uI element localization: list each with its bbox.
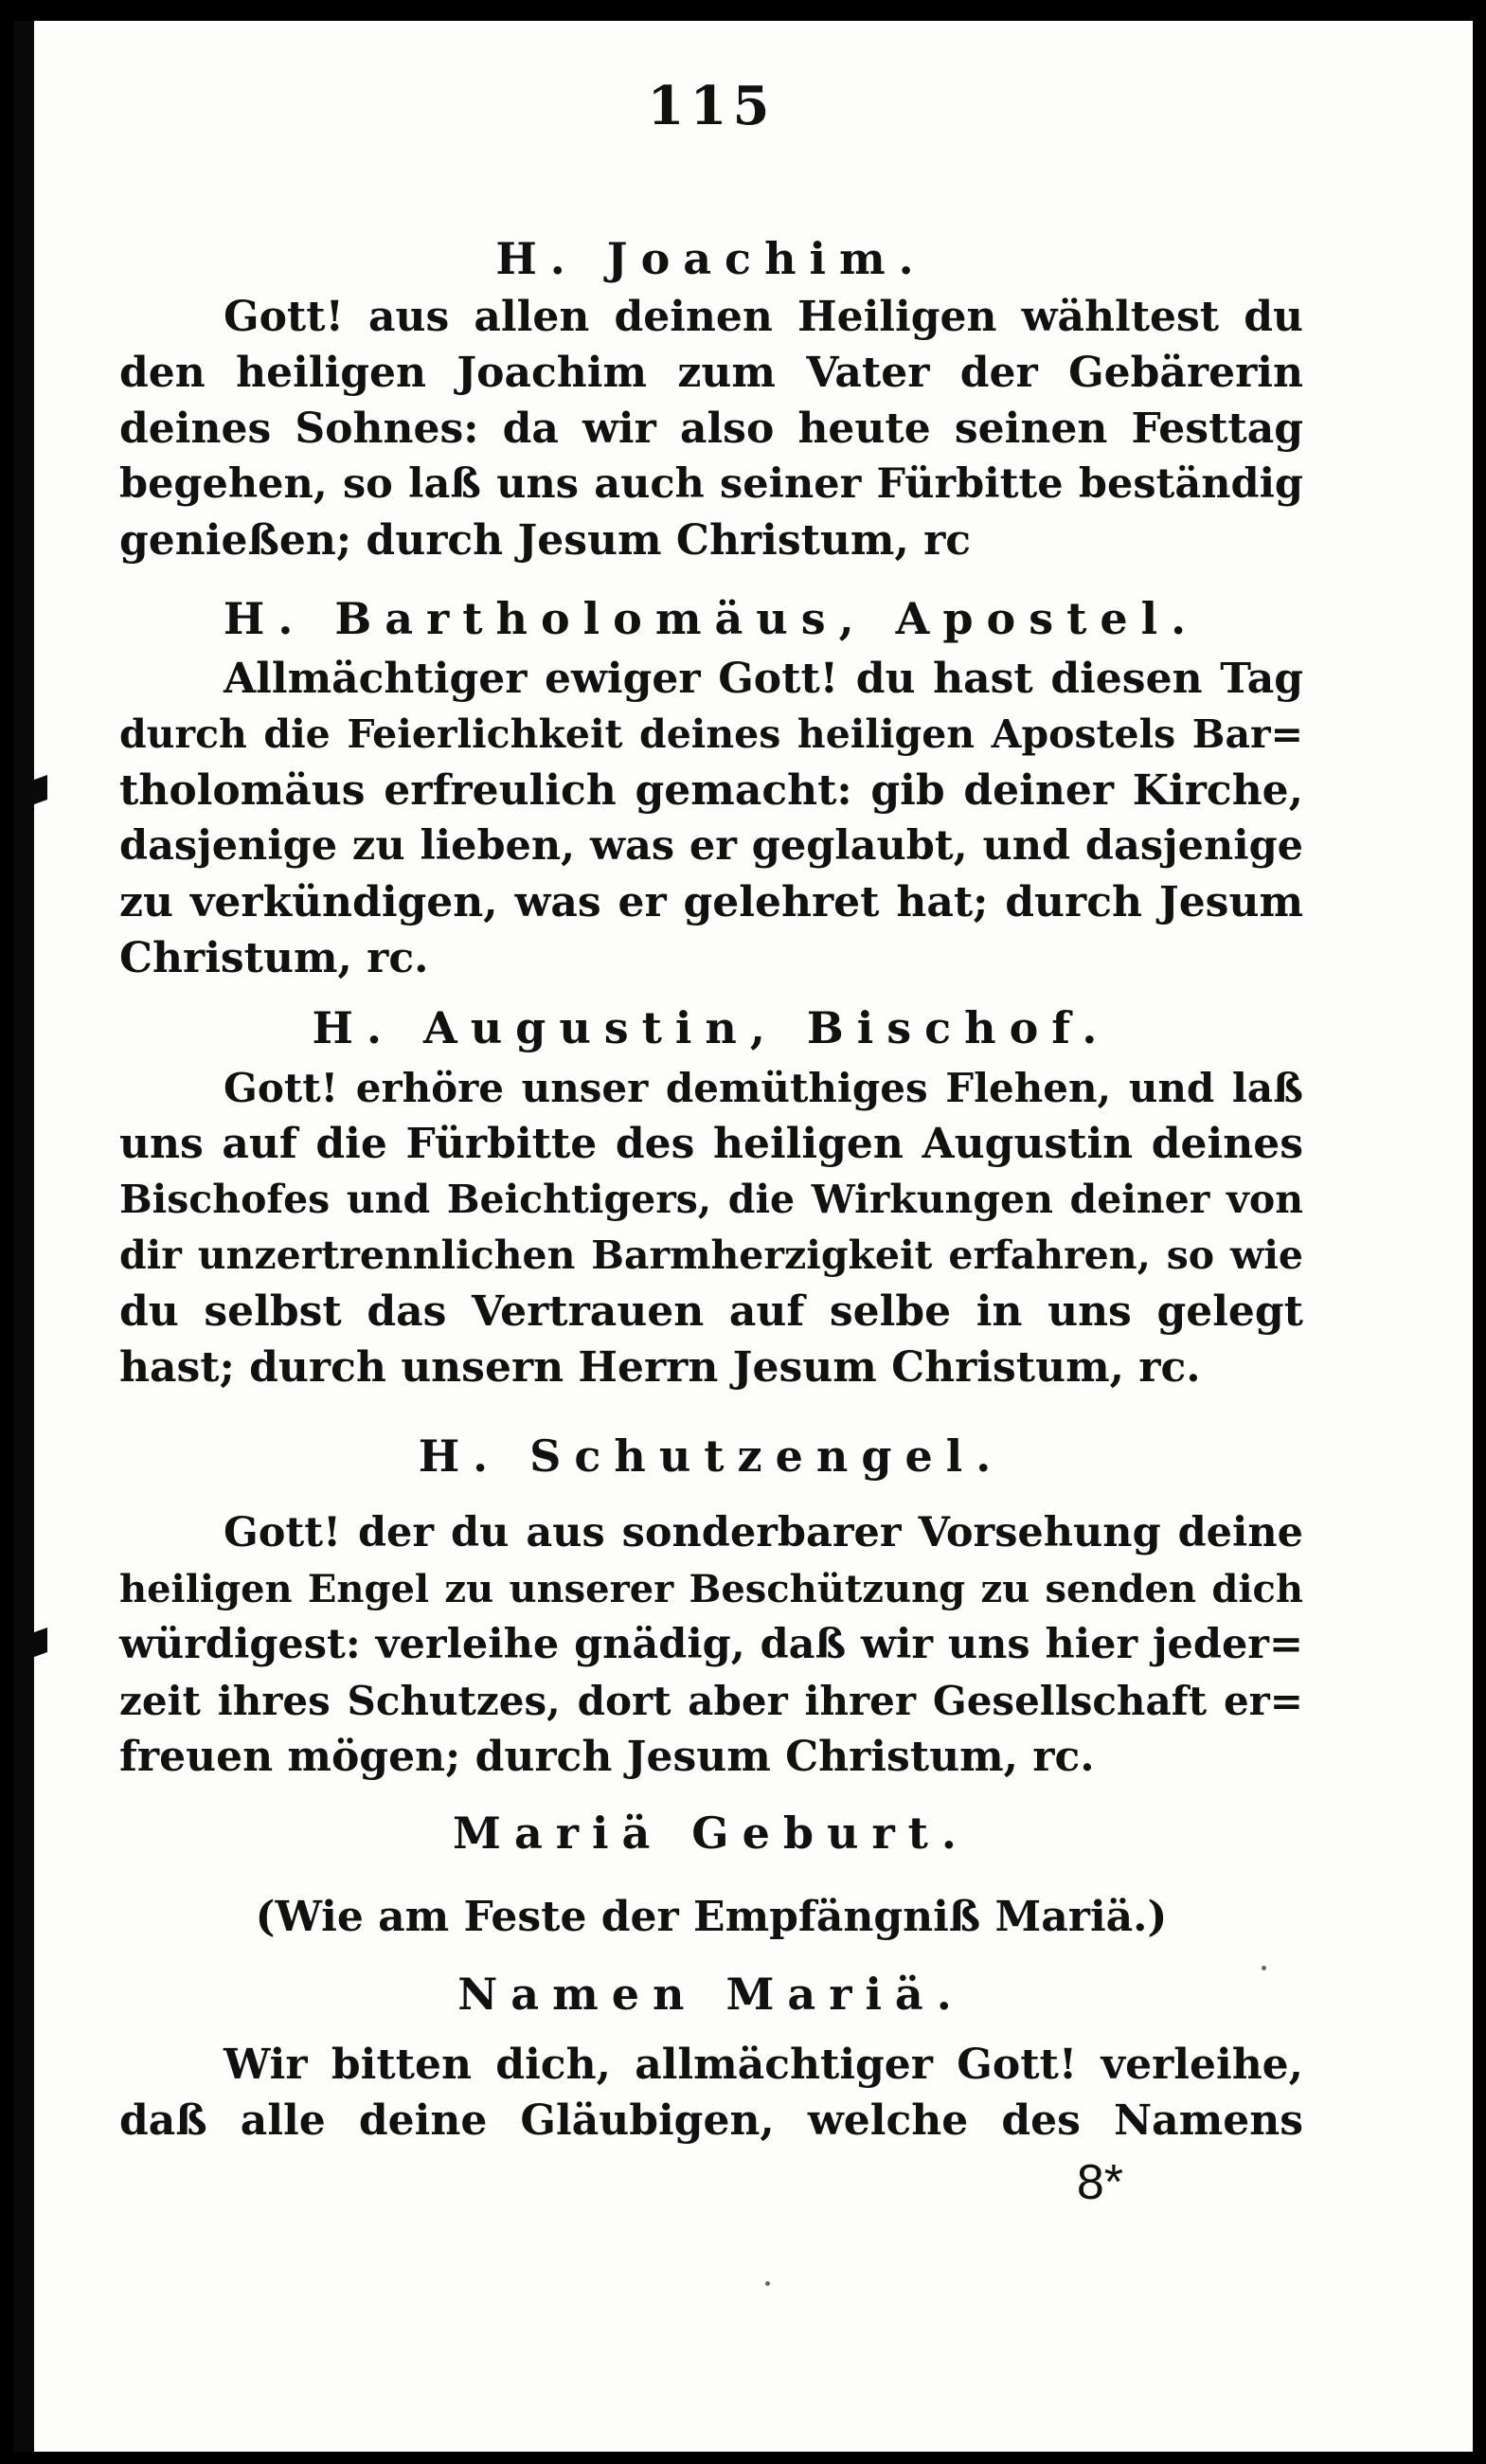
text-line: Wir bitten dich, allmächtiger Gott! verleihe, <box>224 2041 1303 2089</box>
text-line: daß alle deine Gläubigen, welche des Namens <box>119 2096 1303 2145</box>
page-number: 115 <box>647 75 776 137</box>
text-line: dasjenige zu lieben, was er geglaubt, und dasjenige <box>119 822 1303 870</box>
text-line: Christum, rc. <box>119 934 429 982</box>
prayer-namen-mariae <box>119 2037 1303 2149</box>
section-heading-joachim: H. Joachim. <box>495 233 927 284</box>
text-line: würdigest: verleihe gnädig, daß wir uns hier jeder= <box>119 1621 1303 1668</box>
prayer-bartholomaeus <box>119 651 1303 986</box>
paper-speck <box>765 2281 770 2286</box>
book-page <box>13 21 1473 2452</box>
text-line: tholomäus erfreulich gemacht: gib deiner Kirche, <box>119 766 1303 815</box>
text-line: heiligen Engel zu unserer Beschützung zu senden dich <box>119 1567 1303 1611</box>
text-line: deines Sohnes: da wir also heute seinen Festtag <box>119 405 1303 453</box>
paper-speck <box>1262 1966 1266 1970</box>
text-line: Bischofes und Beichtigers, die Wirkungen deiner von <box>119 1177 1303 1222</box>
section-heading-bartholomaeus: H. Bartholomäus, Apostel. <box>223 593 1200 644</box>
text-line: dir unzertrennlichen Barmherzigkeit erfahren, so wie <box>119 1232 1303 1278</box>
cross-reference-note: (Wie am Feste der Empfängniß Mariä.) <box>255 1893 1168 1941</box>
text-line: zeit ihres Schutzes, dort aber ihrer Gesellschaft er= <box>119 1678 1303 1724</box>
text-line: begehen, so laß uns auch seiner Fürbitte beständig <box>119 460 1303 508</box>
prayer-joachim <box>119 289 1303 568</box>
printer-signature-mark: 8* <box>1076 2155 1123 2210</box>
text-line: Gott! aus allen deinen Heiligen wähltest du <box>224 293 1303 341</box>
section-heading-mariae-geburt: Mariä Geburt. <box>453 1808 970 1859</box>
prayer-augustin <box>119 1060 1303 1395</box>
page-binding-edge <box>13 21 34 2452</box>
text-line: genießen; durch Jesum Christum, rc <box>119 516 972 565</box>
text-line: freuen mögen; durch Jesum Christum, rc. <box>119 1733 1095 1781</box>
text-line: durch die Feierlichkeit deines heiligen Apostels Bar= <box>119 711 1303 757</box>
text-line: Gott! der du aus sonderbarer Vorsehung deine <box>224 1509 1303 1556</box>
text-line: Allmächtiger ewiger Gott! du hast diesen Tag <box>224 655 1303 703</box>
prayer-schutzengel <box>119 1505 1303 1785</box>
section-heading-namen-mariae: Namen Mariä. <box>457 1969 965 2020</box>
text-line: den heiligen Joachim zum Vater der Gebärerin <box>119 349 1303 397</box>
text-line: hast; durch unsern Herrn Jesum Christum, rc. <box>119 1343 1201 1392</box>
section-heading-augustin: H. Augustin, Bischof. <box>312 1002 1111 1053</box>
text-line: Gott! erhöre unser demüthiges Flehen, und laß <box>224 1065 1303 1111</box>
text-line: zu verkündigen, was er gelehret hat; durch Jesum <box>119 878 1303 926</box>
text-line: uns auf die Fürbitte des heiligen Augustin deines <box>119 1120 1303 1168</box>
section-heading-schutzengel: H. Schutzengel. <box>418 1430 1005 1482</box>
text-line: du selbst das Vertrauen auf selbe in uns gelegt <box>119 1287 1303 1336</box>
